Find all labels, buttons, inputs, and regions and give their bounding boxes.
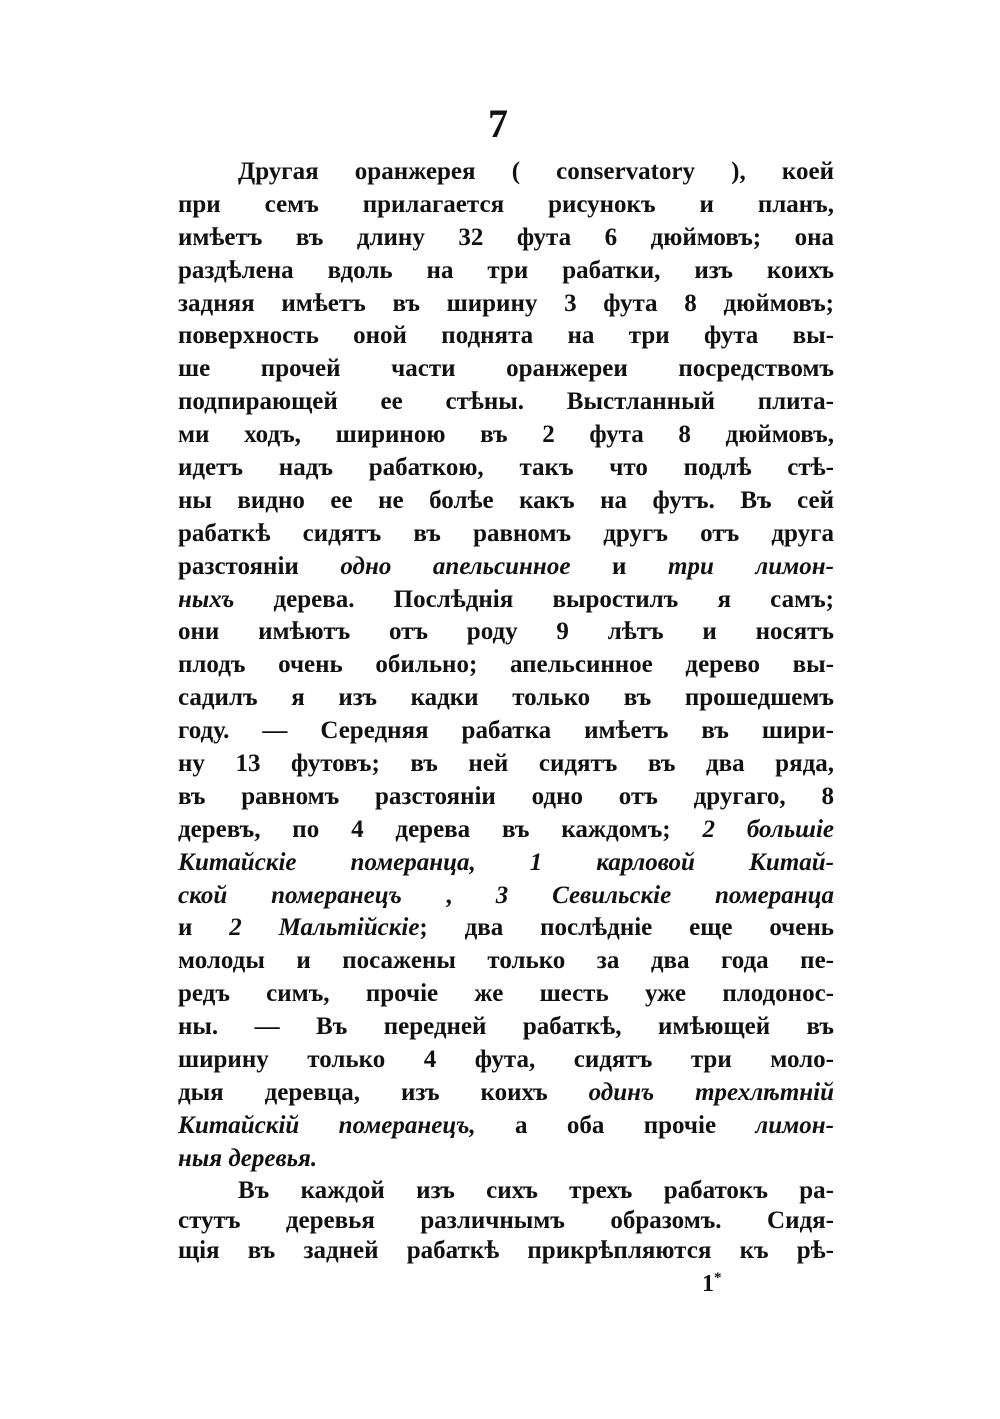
text-segment: раздѣлена вдоль на три рабатки, изъ коихъ	[178, 256, 834, 284]
text-segment: ше прочей части оранжереи посредствомъ	[178, 355, 834, 383]
text-segment: а оба прочіе	[475, 1111, 756, 1139]
text-segment: Другая оранжерея ( conservatory ), коей	[238, 158, 834, 185]
signature-star: *	[714, 1270, 722, 1286]
italic-text: 2 Мальтійскіе	[229, 914, 420, 942]
text-segment: разстояніи	[178, 552, 341, 580]
text-segment: деревъ, по 4 дерева въ каждомъ;	[178, 815, 703, 843]
text-line	[178, 386, 834, 419]
text-line	[178, 1044, 834, 1077]
italic-text: Китайскіе померанца, 1 карловой Китай-	[178, 848, 834, 876]
text-segment: при семъ прилагается рисунокъ и планъ,	[178, 190, 834, 218]
text-line	[178, 682, 834, 715]
paragraph	[178, 156, 834, 1176]
text-segment: плодъ очень обильно; апельсинное дерево вы-	[178, 651, 834, 679]
text-segment: поверхность оной поднята на три фута вы-	[178, 322, 834, 350]
italic-text: 2 большіе	[702, 815, 834, 843]
text-segment: ми ходъ, шириною въ 2 фута 8 дюймовъ,	[178, 421, 834, 449]
paragraph	[178, 1176, 834, 1266]
text-line	[178, 1176, 834, 1206]
text-line	[178, 616, 834, 649]
italic-text: лимон-	[755, 1111, 834, 1139]
text-segment: щія въ задней рабаткѣ прикрѣпляются къ рѣ-	[178, 1236, 834, 1264]
italic-text: Китайскій померанецъ,	[178, 1111, 476, 1139]
text-line	[178, 945, 834, 978]
text-segment: идетъ надъ рабаткою, такъ что подлѣ стѣ-	[178, 454, 834, 482]
signature-number: 1	[702, 1271, 714, 1297]
text-segment: и	[178, 914, 230, 942]
italic-text: три лимон-	[668, 552, 834, 580]
text-line	[178, 912, 834, 945]
text-segment: ны. — Въ передней рабаткѣ, имѣющей въ	[178, 1013, 834, 1041]
italic-text: 3 Севильскіе померанца	[495, 881, 834, 909]
page-number: 7	[488, 101, 508, 146]
text-line	[178, 814, 834, 847]
italic-text: ской померанецъ	[178, 881, 402, 909]
text-line	[178, 880, 834, 913]
text-line	[178, 485, 834, 518]
text-line	[178, 1011, 834, 1044]
text-line	[178, 518, 834, 551]
italic-text: ныя деревья.	[178, 1144, 318, 1172]
text-line	[178, 255, 834, 288]
text-segment: садилъ я изъ кадки только въ прошедшемъ	[178, 684, 834, 712]
text-line	[178, 1077, 834, 1110]
text-line	[178, 584, 834, 617]
text-line	[178, 189, 834, 222]
text-segment: стутъ деревья различнымъ образомъ. Сидя-	[178, 1206, 834, 1234]
text-line	[178, 781, 834, 814]
text-line	[178, 1236, 834, 1266]
text-line	[178, 320, 834, 353]
text-segment: ширину только 4 фута, сидятъ три моло-	[178, 1046, 834, 1074]
text-segment: подпирающей ее стѣны. Выстланный плита-	[178, 388, 834, 416]
text-line	[178, 1206, 834, 1236]
text-line	[178, 748, 834, 781]
italic-text: ныхъ	[178, 585, 235, 613]
text-line	[178, 288, 834, 321]
text-segment: дыя деревца, изъ коихъ	[178, 1078, 589, 1106]
text-segment: задняя имѣетъ въ ширину 3 фута 8 дюймовъ;	[178, 289, 834, 317]
text-line	[178, 1110, 834, 1143]
text-segment: они имѣютъ отъ роду 9 лѣтъ и носятъ	[178, 618, 834, 646]
italic-text: одинъ трехлѣтній	[588, 1078, 835, 1106]
text-segment: дерева. Послѣднія выростилъ я самъ;	[234, 585, 834, 613]
text-line	[178, 551, 834, 584]
text-segment: ,	[401, 881, 496, 909]
text-segment: молоды и посажены только за два года пе-	[178, 947, 834, 975]
italic-text: одно апельсинное	[340, 552, 571, 580]
text-segment: въ равномъ разстояніи одно отъ другаго, 8	[178, 782, 834, 810]
text-line	[178, 452, 834, 485]
text-segment: ; два послѣдніе еще очень	[419, 914, 834, 942]
text-line	[178, 419, 834, 452]
text-segment: редъ симъ, прочіе же шесть уже плодонос-	[178, 980, 834, 1008]
text-line	[178, 847, 834, 880]
text-line	[178, 1143, 834, 1176]
text-line	[178, 649, 834, 682]
text-line	[178, 156, 834, 189]
text-segment: году. — Середняя рабатка имѣетъ въ шири-	[178, 717, 834, 745]
text-segment: Въ каждой изъ сихъ трехъ рабатокъ ра-	[238, 1176, 834, 1204]
text-segment: ну 13 футовъ; въ ней сидятъ въ два ряда,	[178, 750, 834, 778]
text-segment: имѣетъ въ длину 32 фута 6 дюймовъ; она	[178, 223, 834, 251]
signature-mark	[702, 1270, 722, 1298]
text-segment: рабаткѣ сидятъ въ равномъ другъ отъ друга	[178, 519, 834, 547]
text-line	[178, 978, 834, 1011]
body-text	[178, 156, 834, 1266]
text-segment: ны видно ее не болѣе какъ на футъ. Въ сей	[178, 486, 834, 514]
text-segment: и	[570, 552, 668, 580]
text-line	[178, 353, 834, 386]
text-line	[178, 222, 834, 255]
text-line	[178, 715, 834, 748]
